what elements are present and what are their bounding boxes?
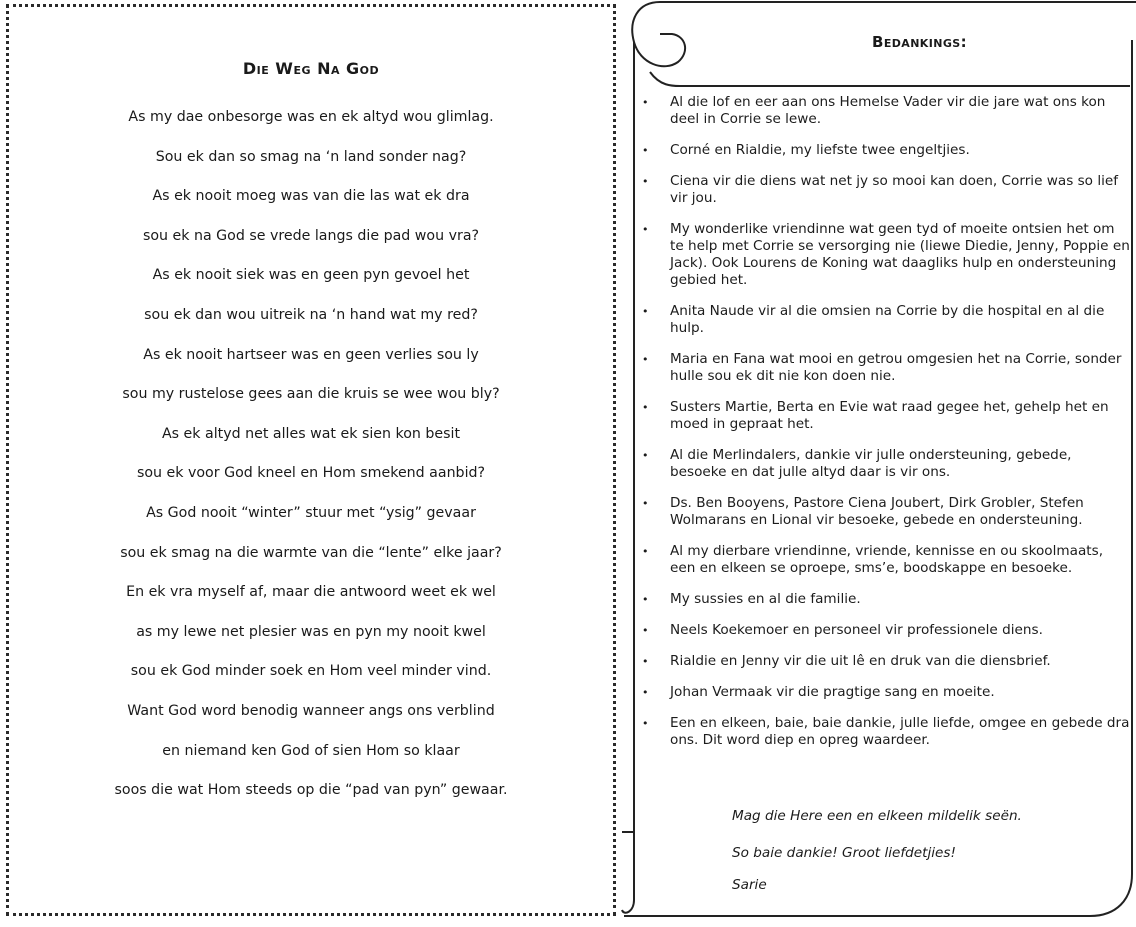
bullet-icon: • [642, 144, 649, 157]
thanks-item [642, 399, 1132, 433]
thanks-item [642, 173, 1132, 207]
poem-title: Die Weg Na God [242, 59, 380, 78]
bullet-icon: • [642, 223, 649, 236]
bullet-icon: • [642, 96, 649, 109]
poem-line: sou ek smag na die warmte van die “lente” elke jaar? [120, 544, 502, 561]
thanks-item-text: Johan Vermaak vir die pragtige sang en moeite. [670, 684, 995, 700]
thanks-item-text: Rialdie en Jenny vir die uit lê en druk van die diensbrief. [670, 653, 1051, 669]
poem-line: As ek nooit siek was en geen pyn gevoel het [152, 267, 470, 284]
thanks-item-text: My sussies en al die familie. [670, 591, 861, 607]
thanks-item [642, 303, 1132, 337]
thanks-item [642, 684, 1132, 701]
bullet-icon: • [642, 305, 649, 318]
thanks-item-text: Anita Naude vir al die omsien na Corrie by die hospital en al die hulp. [670, 303, 1105, 336]
closing-thanks: So baie dankie! Groot liefdetjies! [732, 845, 956, 861]
thanks-item-text: My wonderlike vriendinne wat geen tyd of moeite ontsien het om te help met Corrie se versorging nie (liewe Diedie, Jenny, Poppie en Jack). Ook Lourens de Koning wat daagliks hulp en ondersteuning gebied het. [670, 221, 1130, 288]
thanks-list [642, 94, 1132, 749]
thanks-item-text: Maria en Fana wat mooi en getrou omgesien het na Corrie, sonder hulle sou ek dit nie kon doen nie. [670, 351, 1122, 384]
thanks-item-text: Corné en Rialdie, my liefste twee engeltjies. [670, 142, 970, 158]
closing-signature: Sarie [732, 877, 767, 893]
poem-line: As ek altyd net alles wat ek sien kon besit [161, 425, 461, 442]
poem-line: Want God word benodig wanneer angs ons verblind [127, 702, 495, 719]
bullet-icon: • [642, 655, 649, 668]
bullet-icon: • [642, 353, 649, 366]
bullet-icon: • [642, 717, 649, 730]
thanks-item-text: Al die Merlindalers, dankie vir julle ondersteuning, gebede, besoeke en dat julle altyd daar is vir ons. [670, 447, 1072, 480]
bullet-icon: • [642, 593, 649, 606]
closing-blessing: Mag die Here een en elkeen mildelik seën. [732, 808, 1022, 824]
bullet-icon: • [642, 449, 649, 462]
bullet-icon: • [642, 401, 649, 414]
thanks-item [642, 591, 1132, 608]
poem-line: sou ek na God se vrede langs die pad wou vra? [142, 227, 480, 244]
thanks-item [642, 495, 1132, 529]
thanks-item [642, 653, 1132, 670]
poem-line: En ek vra myself af, maar die antwoord weet ek wel [126, 584, 496, 601]
thanks-panel [620, 0, 1136, 927]
thanks-item [642, 447, 1132, 481]
poem-line: as my lewe net plesier was en pyn my nooit kwel [136, 623, 486, 640]
thanks-item-text: Al die lof en eer aan ons Hemelse Vader vir die jare wat ons kon deel in Corrie se lewe. [670, 94, 1106, 127]
bullet-icon: • [642, 497, 649, 510]
poem-line: As ek nooit moeg was van die las wat ek dra [152, 188, 470, 205]
bullet-icon: • [642, 175, 649, 188]
bullet-icon: • [642, 686, 649, 699]
thanks-item-text: Susters Martie, Berta en Evie wat raad gegee het, gehelp het en moed in gepraat het. [670, 399, 1109, 432]
bullet-icon: • [642, 624, 649, 637]
poem-line: sou my rustelose gees aan die kruis se wee wou bly? [122, 386, 500, 403]
poem-line: soos die wat Hom steeds op die “pad van pyn” gewaar. [114, 782, 508, 799]
thanks-item [642, 351, 1132, 385]
poem-line: As ek nooit hartseer was en geen verlies sou ly [143, 346, 479, 363]
thanks-item [642, 221, 1132, 289]
thanks-item-text: Een en elkeen, baie, baie dankie, julle liefde, omgee en gebede dra ons. Dit word diep en opreg waardeer. [670, 715, 1130, 748]
poem-line: en niemand ken God of sien Hom so klaar [162, 742, 460, 759]
thanks-item [642, 142, 1132, 159]
poem-line: As God nooit “winter” stuur met “ysig” gevaar [146, 504, 476, 521]
thanks-item-text: Al my dierbare vriendinne, vriende, kennisse en ou skoolmaats, een en elkeen se oproepe, sms’e, boodskappe en besoeke. [670, 543, 1104, 576]
thanks-title: Bedankings: [872, 33, 967, 51]
poem-lines [6, 107, 616, 820]
thanks-item-text: Ds. Ben Booyens, Pastore Ciena Joubert, Dirk Grobler, Stefen Wolmarans en Lional vir besoeke, gebede en ondersteuning. [670, 495, 1084, 528]
poem-line: sou ek voor God kneel en Hom smekend aanbid? [136, 465, 486, 482]
thanks-item-text: Neels Koekemoer en personeel vir professionele diens. [670, 622, 1043, 638]
poem-section [6, 4, 616, 916]
poem-line: Sou ek dan so smag na ‘n land sonder nag? [155, 148, 467, 165]
thanks-item [642, 622, 1132, 639]
thanks-item [642, 94, 1132, 128]
thanks-item-text: Ciena vir die diens wat net jy so mooi kan doen, Corrie was so lief vir jou. [670, 173, 1119, 206]
bullet-icon: • [642, 545, 649, 558]
thanks-item [642, 715, 1132, 749]
poem-line: As my dae onbesorge was en ek altyd wou glimlag. [128, 109, 494, 125]
thanks-item [642, 543, 1132, 577]
poem-line: sou ek dan wou uitreik na ‘n hand wat my red? [144, 306, 478, 323]
poem-line: sou ek God minder soek en Hom veel minder vind. [130, 663, 492, 680]
